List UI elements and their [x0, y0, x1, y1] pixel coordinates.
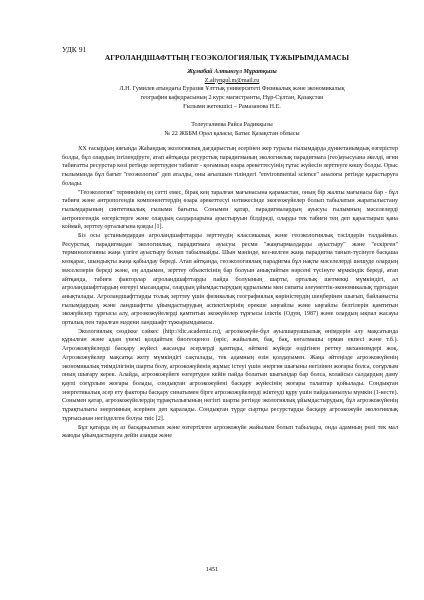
- author-name: Жұмабай Алтынгүл Мұратқызы: [187, 69, 277, 75]
- author-email[interactable]: Z.altyngul.m@mail.ru: [204, 77, 260, 84]
- supervisor: Ғылыми жетекшісі – Рамазанова Н.Е.: [183, 103, 281, 110]
- udc-code: УДК 91: [62, 45, 87, 54]
- coauthor-info: [62, 121, 402, 139]
- article-body: [62, 145, 398, 441]
- coauthor-name: Толеугалиева Райса Радикқызы: [191, 122, 273, 128]
- paragraph: Біз осы ұстанымдардан агроландшафттарды зерттеудің классикалық және геоэкологиялық тәсілдерін талдаймыз. Ресурстық парадигмадан экологиялық парадигмаға ауысуы ресми "жаңғырмалдарды ауыстыру" және "ескірген" терминологияны жаңа үлгіге ауыстыру болып табылмайды. Шын мәнінде, кез-келген жаңа парадигма танып-түсінуге басқаша көзқарас, шындықты жаңа қабылдау береді. Атап айтқанда, геоэкологиялық парадигма бұл нақты мәселелерді шешуде олардың мәселелерін береді және, ең алдымен, зерттеу объектісінің бар болуын анықтайтын нәрсені түсінуге мүмкіндік береді, атап айтқанда, табиғи факторлар агроландшафттарды пайда болуының шарты, орталық шетмекқі мүмкіндігі, ал агроландшафттардың өзгеруі мысандары, олардың ұйымдастырудың құрылымы мен сипаты әлеуметтік-экономикалық тұрғыдан анықталады. Агроландшафттарды толық зерттеу үшін физикалық географиялық көріністердің шеңберінен шығып, байланысты ғылымдардың және ландшафтты ұйымдастырудың аспектілерінің ерекше ыңғайлы және ыңғайлы белгілерін қамтитын экожүйелер тұрғысы алу, агроэкожүйелерді қамтитын экожүйелер тұрғысы іліктік (Одум, 1987) және олардың ықпал жасауы орталық пен таралған мәдени ландшафт тұжырымдамасы.: [62, 233, 398, 327]
- coauthor-school: № 22 ЖББМ Орал қаласы, Батыс Қазақстан облысы: [164, 130, 300, 137]
- article-title: АГРОЛАНДШАФТТЫҢ ГЕОЭКОЛОГИЯЛЫҚ ТҰЖЫРЫМДАМАСЫ: [104, 53, 350, 62]
- author-affiliation-2: география кафедрасының 2 курс магистранты, Нұр-Сұлтан, Қазақстан: [140, 95, 324, 102]
- paragraph: Экологиялық сөздікке сәйкес (http://dic.academic.ru), агроэкожүйе-бұл ауылшаруашылық өнімдерін алу мақсатында құрылған және адам үнемі қолдайтын биогеоценоз (өріс, жайылым, бақ, бақ, көгалмашы орман екпесі және т.б.). Агроэкожүйелерді басқару жүйесі жасанды әсерлерді қамтиды, өйткені жүйеде өздігінен реттеу механизмдері жоқ. Агроэкожүйелер мақсатқа жету мүмкіндігі сақталады, тек адамның өзін қолдауымен. Жаңа әйтеңізде агроэкожүйенің экономикалық тиімділігінің шарты болу, агроэкожүйенің жұмыс істеуі үшін энергия шығыны негізінен жоғары болса, соғұрлым оның шығару керек. Алайда, агроэкожүйеге өзгертуден кейін пайда болатын шығындар бар болса, колайсыз салдардың даму қаупі соғұрлым жоғары болады, сондықтан агроэкожүйені басқару жүйесінің жоғары талаптар қойылады. Сондықтан энергетикалық әсер ету факторы басқару синатымен бірге агроэкожүйелерді жіктеуді құру үшін пайдаланылуы мүмкін (1-кесте). Сонымен қатар, агроэкожүйелердің тұрақтылығының негізгі шарты ретінде экологиялық ұйымдастырудың, бұл агроэкожүйенің тұрақтылығы энергияның әсерінен деп қаралады. Сондықтан түрде сыртқы ресурстарды басқару агроэкожүйе экологиялық тұрғысынан негізделген болуы тиіс [2].: [62, 328, 398, 422]
- paragraph: XX ғасырдың аяғында Жаһандық экологиялық дағдарыстың әсерінен жер туралы ғылымдарда дүниетанымдық өзгерістер болды, бұл олардың ізгілендіруге, атап айтқанда ресурстық парадигманың экологиялық парадигмаға (гео)ауысуына әкелді, яғни табиғатты ресурстар көзі ретінде зерттеуден табиғат - қоғамның өзара әрекеттесуінің тұтас жүйесін зерттеуге көшу болды. Орыс ғылымында бұл бағыт "геоэкология" деп аталды, оны ағылшын тіліндегі "environmental science" аналогы ретінде қарастыруға болады.: [62, 146, 398, 187]
- author-info: [62, 68, 402, 112]
- paragraph: Бұл қатарда ең аз басқарылатын және өзгертілген агроэкожүйе жайылым болып табылады, онда адамның рөлі тек мал жаюды ұйымдастыруға дейін азаяды және: [62, 424, 398, 440]
- page-number: 1451: [205, 566, 219, 573]
- author-affiliation-1: Л.Н. Гумилев атындағы Еуразия Ұлттық университеті Физикалық және экономикалық: [119, 86, 345, 93]
- paragraph: "Геоэкология" терминінің ең сәтті емес, бірақ кең таралған мағынасына қарамастан, оның бір жалпы мағынасы бар - бұл табиғи және антропогендік компоненттердің өзара әрекеттесуі нәтижесінде экогеожүйелер болып табылатын жаратылыстану ғылымдарының синтетикалық ғылыми бағыты. Сонымен қатар, парадигмалардың ауысуы ғылымның мәселелерді антропогендік өзгерістерге және олардың салдарларына ауыстыруын білдіреді, оларды тек табиғи тең деп қарастырып қана коймай, зерттеу орталығына қояды [1].: [62, 189, 398, 231]
